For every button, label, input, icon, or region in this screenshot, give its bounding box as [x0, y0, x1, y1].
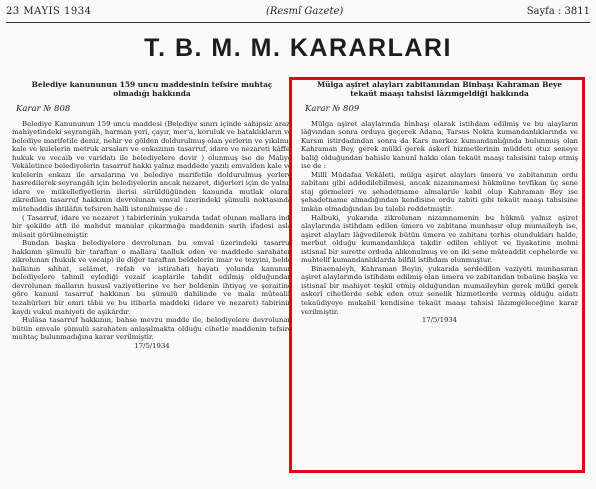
header-page-number: Sayfa : 3811	[526, 6, 590, 17]
decision-date: 17/5/1934	[421, 316, 458, 325]
page-header	[6, 6, 590, 20]
decision-title: Belediye kanununun 159 uncu maddesinin tefsire muhtaç olmadığı hakkında	[31, 80, 273, 98]
decision-paragraph: Millî Müdafaa Vekâleti, mülga aşiret alayları ümera ve zabitanının ordu zabitanı gibi addedilebilmesi, ancak nizamnamesi hükmüne tevfikan üç sene staj görmeleri ve şehadetname almalarile kabil olup Kahraman Bey ise şehadetname almadığından kendisine ordu zabiti gibi tekaüt maaşı tahsisine imkân olmadığından bu talebi reddetmiştir.	[301, 170, 578, 214]
decision-body	[12, 120, 292, 342]
header-gazette: (Resmî Gazete)	[266, 6, 344, 17]
decision-paragraph: Bundan başka belediyelere devrolunan bu emval üzerindeki tasarruf hakkının şümulü bir taraftan o mallara taalluk eden ve maddede sarahaten zikrolunan (hukuk ve vecaip) ile diğer taraftan beldelerin imar ve tezyini, belde halkının sıhhat, selâmet, refah ve istirahati hayatı yolunda kanunun belediyelere tahmil eylediği vezaif icaplarile tahdit edilmiş olduğundan devrolunan malların hususî vaziyetlerine ve her beldenin ihtiyaç ve şeraitine göre kanunî tasarruf hakkının bu şümulü dahilinde ve mala mütealik tezahürleri bir emri tâbii ve bu itibarla maddeki (idare ve nezaret) tabirinin kaydı vukuî mahiyeti de aşikârdır.	[12, 239, 292, 316]
decision-paragraph: ( Tasarruf, idare ve nezaret ) tabirlerinin yukarıda tadat olunan mallara indî bir şekilde atfi ile mahdut manalar çıkarmağa maddenin sarih ifadesi asla müsait görülmemiştir.	[12, 213, 292, 239]
decision-number: Karar № 809	[305, 104, 360, 114]
header-rule	[6, 22, 590, 23]
header-date: 23 MAYIS 1934	[6, 6, 92, 17]
decision-paragraph: Hulâsa tasarruf hakkının, bahse mevzu madde ile, belediyelere devrolunan bütün emvale şümulü sarahaten anlaşılmakta olduğu cihetle maddenin tefsire muhtaç bulunmadığına karar verilmiştir.	[12, 316, 292, 342]
decision-808	[12, 80, 292, 350]
decision-date: 17/5/1934	[134, 341, 170, 350]
decision-paragraph: Binaenaleyh, Kahraman Beyin, yukarıda serdedilen vaziyeti munhasıran aşiret alaylarında istihdam edilmiş olan ümera ve zabitandan tebaüne başka ve istisnaî bir mahiyet teşkil etmiş olduğundan mumaileyhin gerek mülkî gerek askerî cihetlerde sebk eden otuz senelik hizmetlerde vermiş olduğu aidatı tekaüdiyeye mukabil kendisine tekaüt maaşı tahsisi lâzımgeleceğine karar verilmiştir.	[301, 264, 578, 316]
page-title: T. B. M. M. KARARLARI	[144, 34, 452, 62]
decision-paragraph: Mülga aşiret alaylarında binbaşı olarak istihdam edilmiş ve bu alayların lâğvından sonra orduya geçerek Adana, Tarsus Nokta kumandanlıklarında ve Karsın istirdadından sonra da Kars merkez kumandanlığında bulunmuş olan Kahraman Bey, gerek mülkî gerek askerî hizmetlerinin müddeti otuz seneye baliğ olduğundan bahisle kanunî hakkı olan tekaüt maaşı tahsisini talep etmiş ise de :	[301, 119, 578, 171]
decision-809	[301, 80, 578, 325]
decision-paragraph: Belediye Kanununun 159 uncu maddesi (Belediye sınırı içinde sahipsiz arazi mahiyetindeki seyrangâh, harman yeri, çayır, mer'a, koruluk ve bataklıkların ve belediye marifetile deniz, nehir ve gölden doldurulmuş olan yerlerin ve yıkılmış kale ve kulelerin metruk arsaları ve enkazının tasarruf, idare ve nezareti kâffei hukuk ve vecaib ve varidatı ile belediyelere devir ) olunmuş ise de Maliye Vekâletince belediyelerin tasarruf hakkı yalnız maddede yazılı emvalden kale ve kulelerin enkazı ile arsalarına ve belediye marifetile doldurulmuş yerlere hasredilerek seyrangâh için belediyelerin ancak nezaret, diğerleri için de yalnız idare ve mükellefiyetlerin ilerisi sürüldüğünden kanunda mutlak olarak zikredilen tasarruf hakkının devrolunan emval üzerindeki şümulü noktasında mütehaddis ihtilâfın tefsiren halli istenilmişse de :	[12, 119, 292, 214]
decision-paragraph: Halbuki, yukarıda zikrolunan nizamnamenin bu hükmü yalnız aşiret alaylarında istihdam edilen ümera ve zabitana munhasır olup mumaileyh ise, aşiret alayları lâğvedilerek bütün ümera ve zabitanı terhis olundukları halde, merbut olduğu kumandanlıkça takdir edilen ehliyet ve liyakatine mebni istisnaî bir surette orduda alıkonulmuş ve on iki sene müteaddit cephelerde ve muhtelif kumandanlıklarda bilfiil istihdam olunmuştur.	[301, 213, 578, 265]
decision-body	[301, 120, 578, 317]
decision-title: Mülga aşiret alayları zabitanından Binbaşı Kahraman Beye tekaüt maaşı tahsisi lâzımgeldiği hakkında	[316, 80, 563, 98]
decision-number: Karar № 808	[16, 104, 71, 114]
